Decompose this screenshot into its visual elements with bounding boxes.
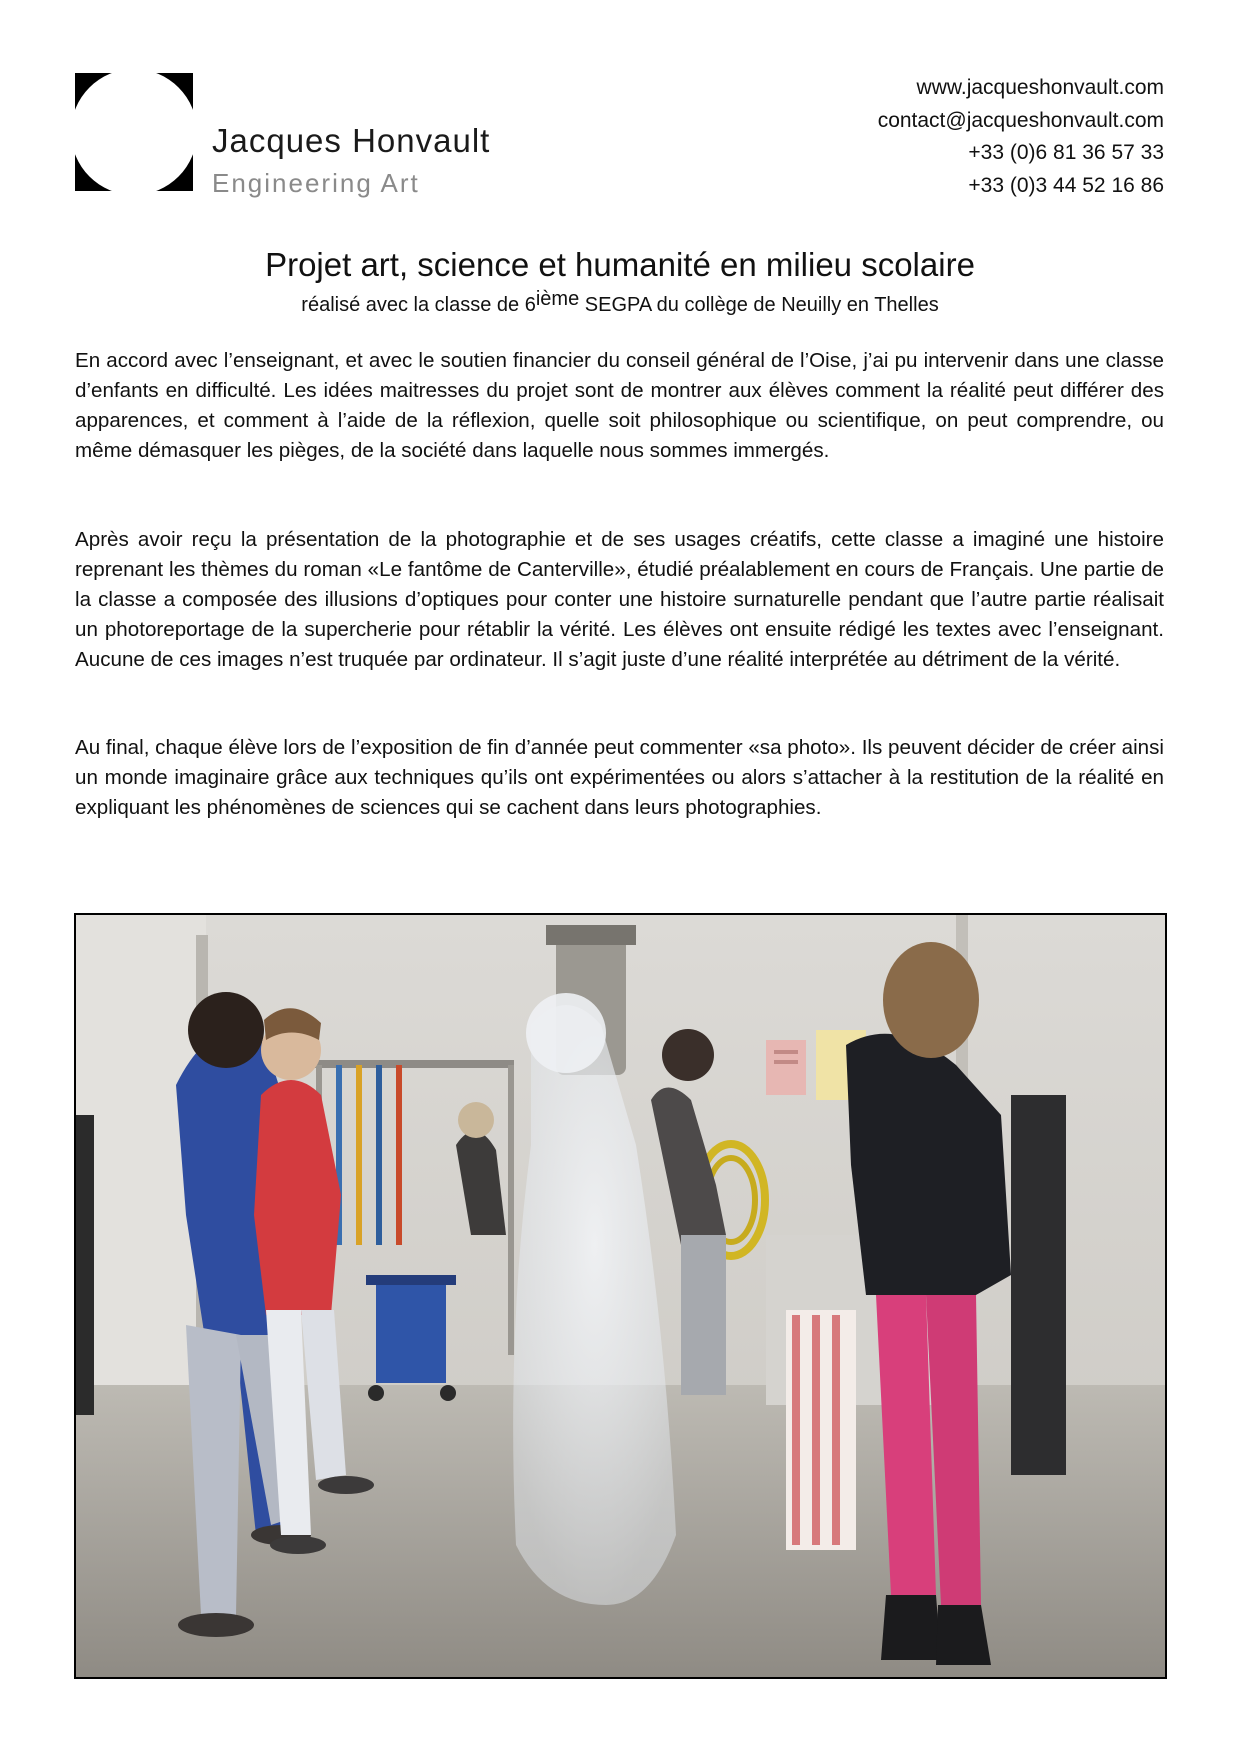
- phone-mobile: +33 (0)6 81 36 57 33: [968, 141, 1164, 164]
- brand-name: Jacques Honvault: [212, 122, 491, 159]
- brand-tagline: Engineering Art: [212, 168, 420, 198]
- subtitle-before: réalisé avec la classe de 6: [301, 294, 536, 316]
- classroom-photo: [74, 913, 1167, 1679]
- paragraph-project: Après avoir reçu la présentation de la photographie et de ses usages créatifs, cette classe a imaginé une histoire reprenant les thèmes du roman «Le fantôme de Canterville», étudié préalablement en cours de Français. Une partie de la classe a composée des illusions d’optiques pour conter une histoire surnaturelle pendant que l’autre partie réalisait un photoreportage de la supercherie pour rétablir la vérité. Les élèves ont ensuite rédigé les textes avec l’enseignant. Aucune de ces images n’est truquée par ordinateur. Il s’agit juste d’une réalité interprétée au détriment de la vérité.: [75, 528, 1164, 671]
- phone-fixed: +33 (0)3 44 52 16 86: [968, 173, 1164, 197]
- contact-block: [878, 72, 1164, 202]
- subtitle-superscript: ième: [535, 288, 580, 310]
- paragraph-final: Au final, chaque élève lors de l’exposition de fin d’année peut commenter «sa photo». Ils peuvent décider de créer ainsi un monde imaginaire grâce aux techniques qu’ils ont expérimentées ou alors s’attacher à la restitution de la réalité en expliquant les phénomènes de sciences qui se cachent dans leurs photographies.: [75, 736, 1164, 819]
- page-subtitle: [0, 288, 1240, 317]
- logo-circle-icon: [75, 73, 193, 191]
- logo-mark: [75, 73, 193, 191]
- paragraph-intro: En accord avec l’enseignant, et avec le soutien financier du conseil général de l’Oise, j’ai pu intervenir dans une classe d’enfants en difficulté. Les idées maitresses du projet sont de montrer aux élèves comment la réalité peut différer des apparences, et comment à l’aide de la réflexion, quelle soit philosophique ou scientifique, on peut comprendre, ou même démasquer les pièges, de la société dans laquelle nous sommes immergés.: [75, 349, 1164, 462]
- classroom-photo-illustration: [76, 915, 1165, 1677]
- subtitle-after: SEGPA du collège de Neuilly en Thelles: [579, 294, 939, 316]
- page-title: Projet art, science et humanité en milieu scolaire: [265, 246, 975, 283]
- website-link[interactable]: www.jacqueshonvault.com: [916, 76, 1164, 99]
- email-link[interactable]: contact@jacqueshonvault.com: [877, 108, 1164, 132]
